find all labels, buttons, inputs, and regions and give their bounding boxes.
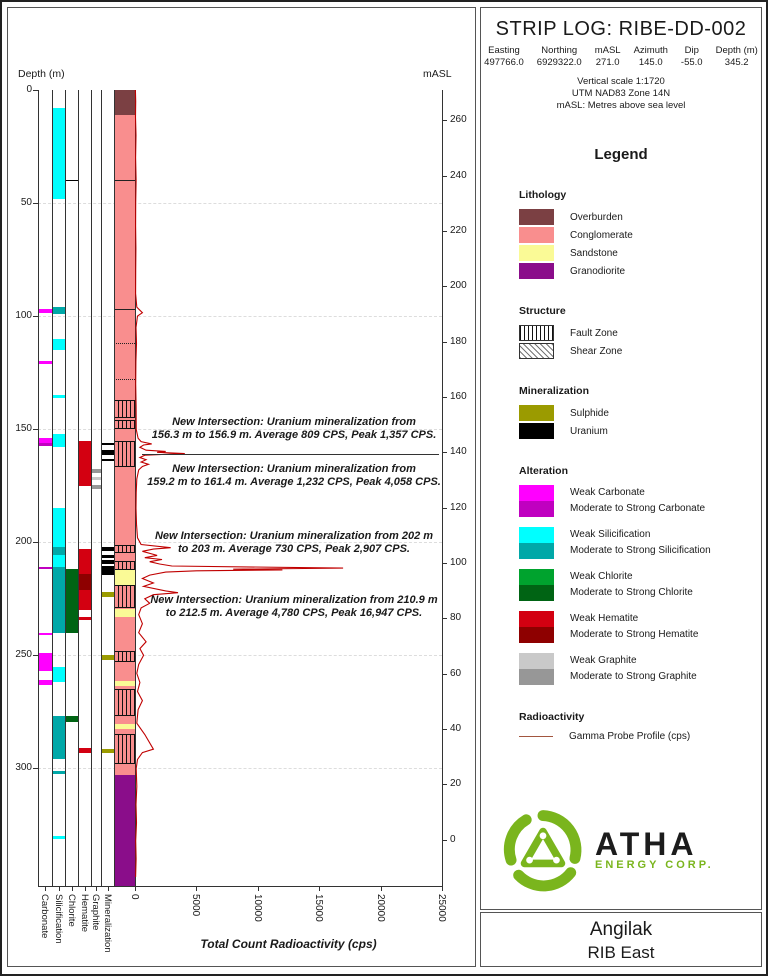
legend-item: [519, 485, 761, 517]
legend-item: [519, 527, 761, 559]
track-name-label: Carbonate: [39, 894, 50, 939]
legend-swatch: [519, 485, 554, 517]
field-value: 497766.0: [484, 57, 524, 68]
legend-title: Legend: [594, 146, 648, 163]
x-axis-title: Total Count Radioactivity (cps): [200, 937, 377, 951]
legend-item: [519, 731, 761, 742]
legend-label: Sandstone: [570, 247, 618, 259]
gamma-line-sample: [519, 736, 553, 737]
legend-item: [519, 209, 761, 225]
legend-labels: Weak Carbonate Moderate to Strong Carbonate: [570, 487, 706, 514]
collar-field: [634, 45, 668, 69]
legend-swatch: [519, 527, 554, 559]
legend-section-title: Structure: [519, 305, 566, 317]
legend-item: [519, 569, 761, 601]
depth-axis-title: Depth (m): [18, 68, 65, 80]
legend-swatch: [519, 263, 554, 279]
legend-item: [519, 405, 761, 421]
masl-tick-label: 140: [450, 446, 467, 458]
legend-item: [519, 245, 761, 261]
legend-swatch: [519, 343, 554, 359]
legend-labels: Weak Silicification Moderate to Strong Silicification: [570, 529, 711, 556]
depth-tick-label: 300: [15, 762, 32, 774]
track-name-label: Chlorite: [65, 894, 77, 927]
masl-tick-label: 20: [450, 778, 462, 790]
masl-tick-label: 100: [450, 557, 467, 569]
legend-section: [519, 189, 761, 279]
logo-name: ATHA: [595, 826, 698, 862]
masl-tick-label: 0: [450, 833, 456, 845]
depth-tick-label: 150: [15, 423, 32, 435]
legend-item: [519, 263, 761, 279]
field-label: Azimuth: [633, 45, 668, 56]
legend-item: [519, 423, 761, 439]
field-label: Easting: [488, 45, 520, 56]
legend-labels: Weak Graphite Moderate to Strong Graphite: [570, 655, 697, 682]
logo-text: [595, 826, 714, 871]
intersection-annotation: New Intersection: Uranium mineralization from 159.2 m to 161.4 m. Average 1,232 CPS, Peak 4,058 CPS.: [147, 463, 441, 488]
legend-label: Fault Zone: [570, 327, 618, 339]
track-name-label: Hematite: [78, 894, 90, 933]
strip-log-panel: [7, 7, 476, 967]
area-name: RIB East: [587, 943, 655, 962]
collar-field: [681, 45, 703, 69]
legend: [481, 189, 761, 742]
field-label: Depth (m): [715, 45, 758, 56]
masl-tick-label: 180: [450, 335, 467, 347]
depth-tick-label: 0: [26, 84, 32, 95]
legend-swatch: [519, 569, 554, 601]
collar-field: [484, 45, 524, 69]
field-value: 345.2: [724, 57, 749, 68]
legend-section-title: Lithology: [519, 189, 567, 201]
legend-item: [519, 325, 761, 341]
intersection-annotation: New Intersection: Uranium mineralization from 202 m to 203 m. Average 730 CPS, Peak 2,907 CPS.: [154, 530, 434, 555]
legend-section: [519, 305, 761, 359]
legend-swatch: [519, 245, 554, 261]
collar-field: [537, 45, 582, 69]
collar-field: [716, 45, 758, 69]
collar-fields: [481, 45, 761, 69]
cps-tick-label: 20000: [374, 894, 386, 922]
legend-swatch: [519, 405, 554, 421]
legend-swatch: [519, 653, 554, 685]
legend-item: [519, 227, 761, 243]
header-note: mASL: Metres above sea level: [556, 100, 686, 111]
legend-swatch: [519, 325, 554, 341]
track-name-label: Silicification: [52, 894, 64, 944]
legend-label: Sulphide: [570, 407, 609, 419]
cps-tick-label: 10000: [251, 894, 263, 922]
track-name-label: Mineralization: [101, 894, 113, 953]
depth-tick-label: 50: [20, 197, 32, 209]
legend-swatch: [519, 611, 554, 643]
legend-item: [519, 343, 761, 359]
masl-tick-label: 40: [450, 722, 462, 734]
legend-labels: Weak Chlorite Moderate to Strong Chlorite: [570, 571, 693, 598]
depth-tick-label: 250: [15, 649, 32, 661]
legend-section: [519, 385, 761, 439]
legend-swatch: [519, 209, 554, 225]
legend-section-title: Mineralization: [519, 385, 590, 397]
field-value: -55.0: [680, 57, 703, 68]
atha-logo-icon: [501, 808, 585, 892]
field-label: mASL: [594, 45, 621, 56]
masl-tick-label: 240: [450, 169, 467, 181]
legend-swatch: [519, 423, 554, 439]
masl-axis-title: mASL: [423, 68, 452, 80]
page-title: STRIP LOG: RIBE-DD-002: [495, 18, 747, 40]
cps-tick-label: 25000: [436, 894, 447, 922]
legend-item: [519, 653, 761, 685]
header-note: Vertical scale 1:1720: [577, 76, 665, 87]
legend-section-title: Alteration: [519, 465, 569, 477]
intersection-annotation: New Intersection: Uranium mineralization from 210.9 m to 212.5 m. Average 4,780 CPS, Peak 16,947 CPS.: [150, 594, 438, 619]
company-logo: [501, 808, 741, 892]
field-value: 271.0: [595, 57, 620, 68]
legend-section-title: Radioactivity: [519, 711, 585, 723]
masl-tick-label: 220: [450, 225, 467, 237]
cps-tick-label: 5000: [190, 894, 202, 917]
legend-labels: Weak Hematite Moderate to Strong Hematite: [570, 613, 699, 640]
header-note: UTM NAD83 Zone 14N: [571, 88, 671, 99]
legend-section: [519, 465, 761, 685]
cps-tick-label: 15000: [313, 894, 325, 922]
cps-tick-label: 0: [129, 894, 140, 900]
collar-field: [595, 45, 621, 69]
legend-label: Conglomerate: [570, 229, 633, 241]
info-panel: [480, 7, 762, 910]
legend-label: Gamma Probe Profile (cps): [569, 731, 691, 742]
masl-tick-label: 200: [450, 280, 467, 292]
legend-label: Granodiorite: [570, 265, 626, 277]
masl-tick-label: 60: [450, 667, 462, 679]
field-value: 6929322.0: [536, 57, 582, 68]
legend-label: Shear Zone: [570, 345, 623, 357]
masl-tick-label: 80: [450, 612, 462, 624]
title-block: [480, 912, 762, 967]
field-label: Northing: [541, 45, 578, 56]
track-name-label: Graphite: [90, 894, 101, 931]
legend-section: [519, 711, 761, 742]
depth-tick-label: 100: [15, 310, 32, 322]
legend-swatch: [519, 227, 554, 243]
header-notes: [481, 76, 761, 112]
legend-label: Uranium: [570, 425, 608, 437]
masl-tick-label: 260: [450, 114, 467, 126]
logo-subtitle: ENERGY CORP.: [595, 859, 714, 871]
masl-tick-label: 120: [450, 501, 467, 513]
project-name: Angilak: [589, 919, 653, 940]
field-label: Dip: [684, 45, 699, 56]
legend-item: [519, 611, 761, 643]
field-value: 145.0: [638, 57, 663, 68]
header: [481, 8, 761, 112]
legend-label: Overburden: [570, 211, 623, 223]
intersection-annotation: New Intersection: Uranium mineralization from 156.3 m to 156.9 m. Average 809 CPS, Peak 1,357 CPS.: [151, 416, 437, 441]
depth-tick-label: 200: [15, 536, 32, 548]
masl-tick-label: 160: [450, 391, 467, 403]
